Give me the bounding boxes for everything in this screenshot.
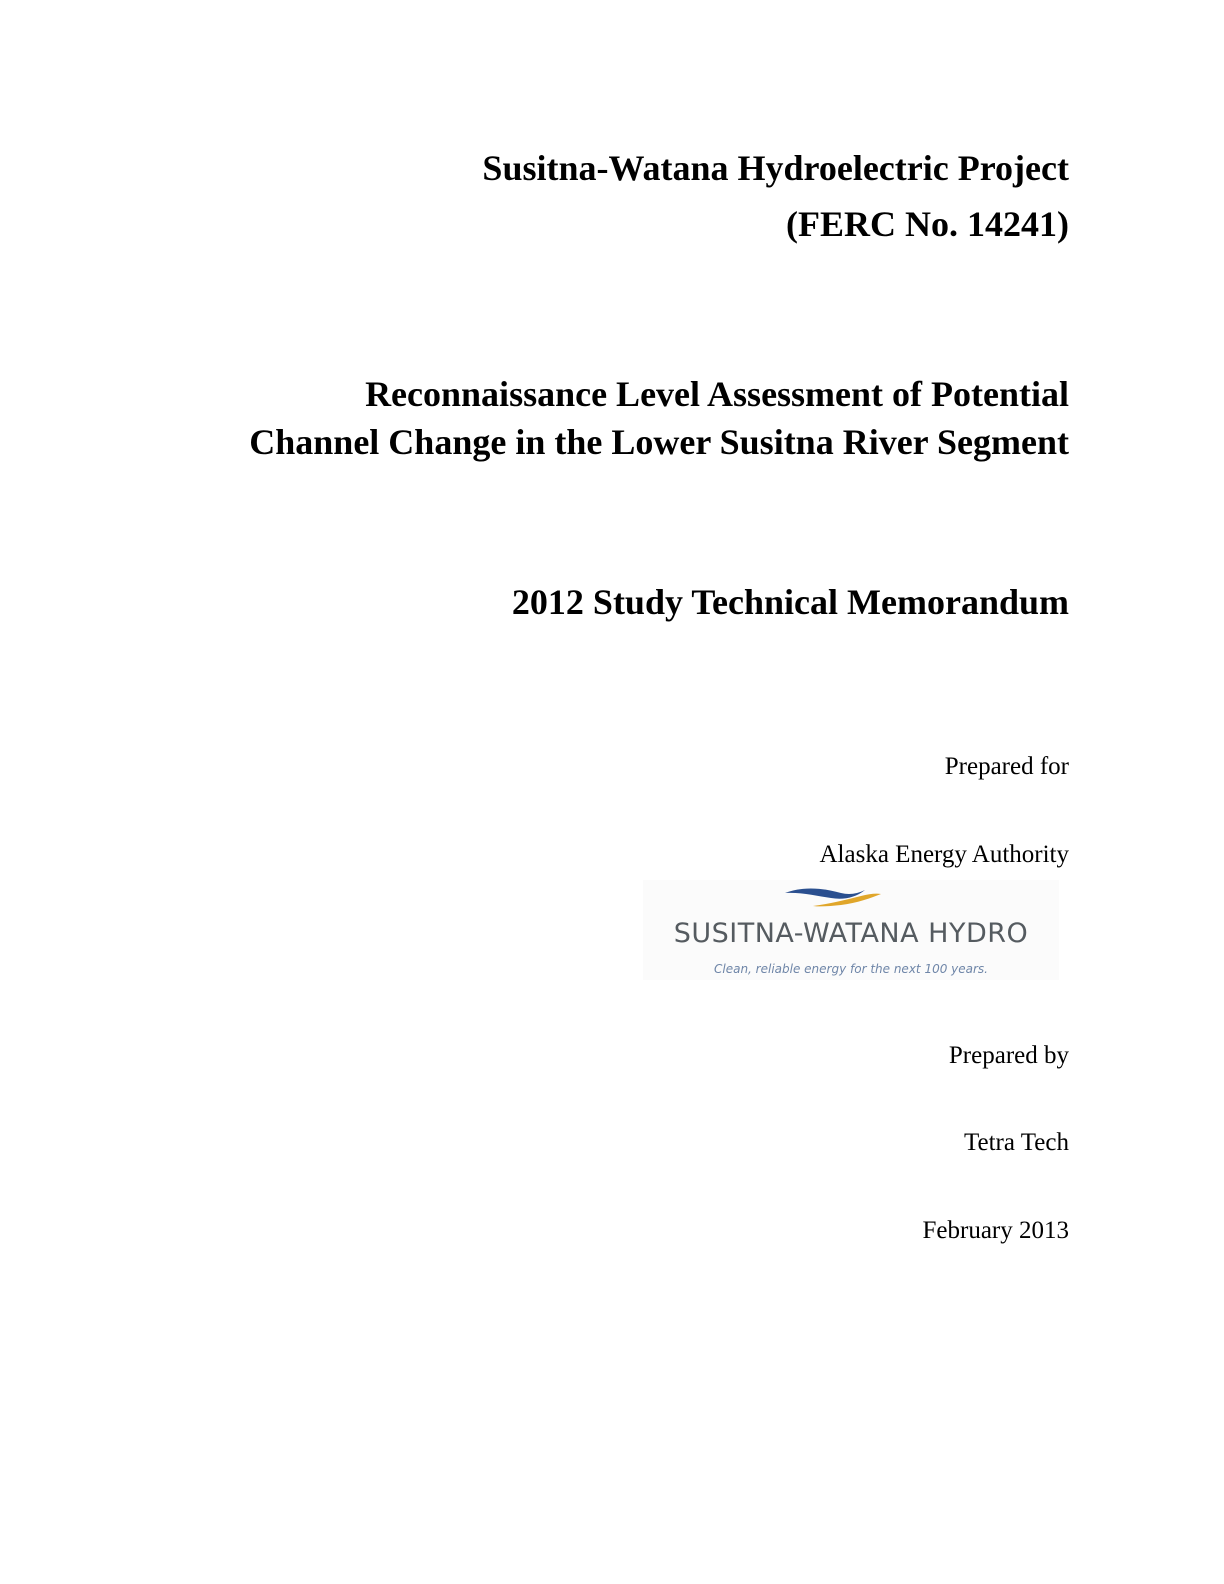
report-title	[249, 370, 1069, 466]
project-title-line-2: (FERC No. 14241)	[786, 204, 1069, 244]
project-title-line-1: Susitna-Watana Hydroelectric Project	[482, 148, 1069, 188]
report-title-line-1: Reconnaissance Level Assessment of Potential	[365, 374, 1069, 414]
memo-title: 2012 Study Technical Memorandum	[511, 582, 1069, 622]
author-name: Tetra Tech	[963, 1129, 1069, 1156]
logo-swoosh-blue-stroke	[785, 888, 865, 898]
document-date: February 2013	[922, 1217, 1069, 1244]
project-title	[482, 140, 1069, 252]
client-name: Alaska Energy Authority	[819, 841, 1069, 868]
prepared-for-label: Prepared for	[944, 753, 1069, 780]
logo-wordmark: SUSITNA-WATANA HYDRO	[673, 918, 1029, 949]
logo-swoosh-icon	[783, 884, 883, 910]
logo-tagline: Clean, reliable energy for the next 100 years.	[714, 962, 988, 976]
report-title-line-2: Channel Change in the Lower Susitna River Segment	[249, 422, 1069, 462]
susitna-watana-hydro-logo	[643, 880, 1059, 980]
prepared-by-label: Prepared by	[948, 1042, 1069, 1069]
